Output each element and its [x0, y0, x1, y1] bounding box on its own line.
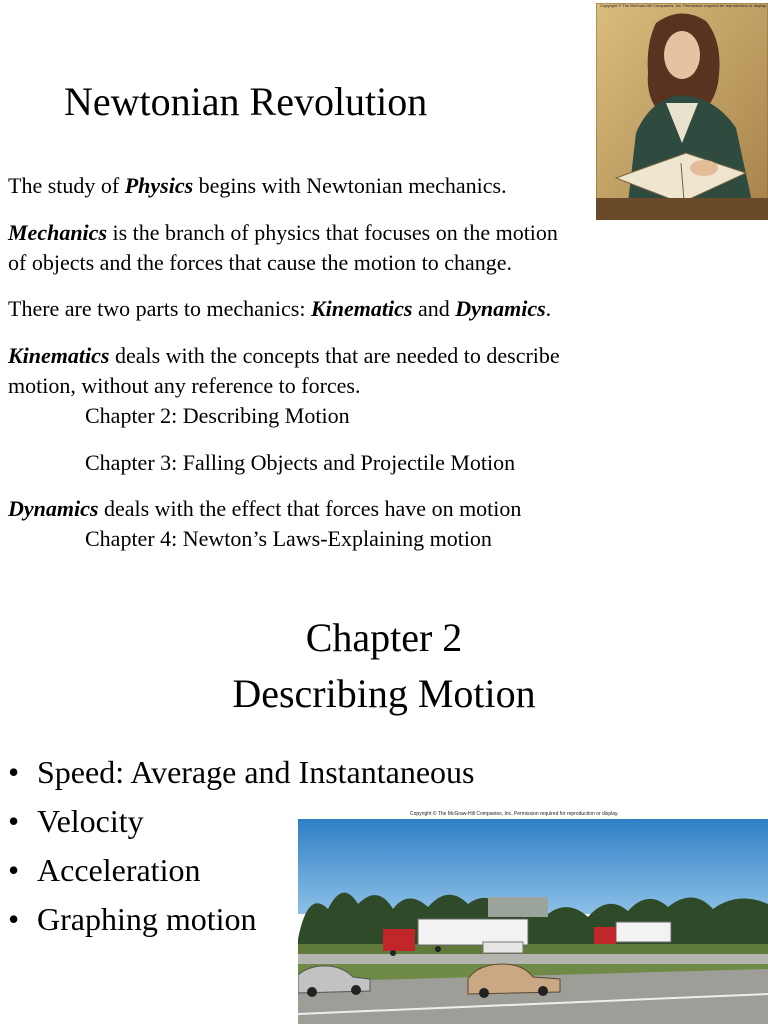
mechanics-definition: Mechanics is the branch of physics that focuses on the motion of objects and the forces that cause the motion to change. [8, 220, 558, 275]
kinematics-definition: Kinematics deals with the concepts that are needed to describe motion, without any reference to forces. [8, 343, 560, 398]
chapter-2-reference: Chapter 2: Describing Motion [85, 403, 350, 428]
chapter-subtitle: Describing Motion [232, 671, 536, 716]
bullet-icon: • [8, 803, 20, 839]
two-parts-paragraph: There are two parts to mechanics: Kinematics and Dynamics. [8, 296, 552, 321]
list-item: • Acceleration [8, 846, 474, 895]
chapter-3-reference: Chapter 3: Falling Objects and Projectile Motion [85, 450, 516, 475]
bullet-icon: • [8, 754, 20, 790]
slide-title: Newtonian Revolution [64, 79, 428, 124]
list-item: • Speed: Average and Instantaneous [8, 748, 474, 797]
intro-paragraph: The study of Physics begins with Newtonian mechanics. [8, 173, 507, 198]
dynamics-definition: Dynamics deals with the effect that forces have on motion [8, 496, 522, 521]
chapter-4-reference: Chapter 4: Newton’s Laws-Explaining motion [85, 526, 492, 551]
list-item: • Graphing motion [8, 895, 474, 944]
chapter-title [0, 610, 768, 722]
photo-copyright: Copyright © The McGraw-Hill Companies, Inc. Permission required for reproduction or display. [410, 811, 619, 817]
bullet-icon: • [8, 852, 20, 888]
chapter-number: Chapter 2 [305, 615, 463, 660]
newton-portrait [596, 3, 768, 220]
list-item: • Velocity [8, 797, 474, 846]
highway-photo [298, 819, 768, 1024]
portrait-copyright: Copyright © The McGraw-Hill Companies, Inc. Permission required for reproduction or display. [600, 3, 767, 8]
bullet-icon: • [8, 901, 20, 937]
